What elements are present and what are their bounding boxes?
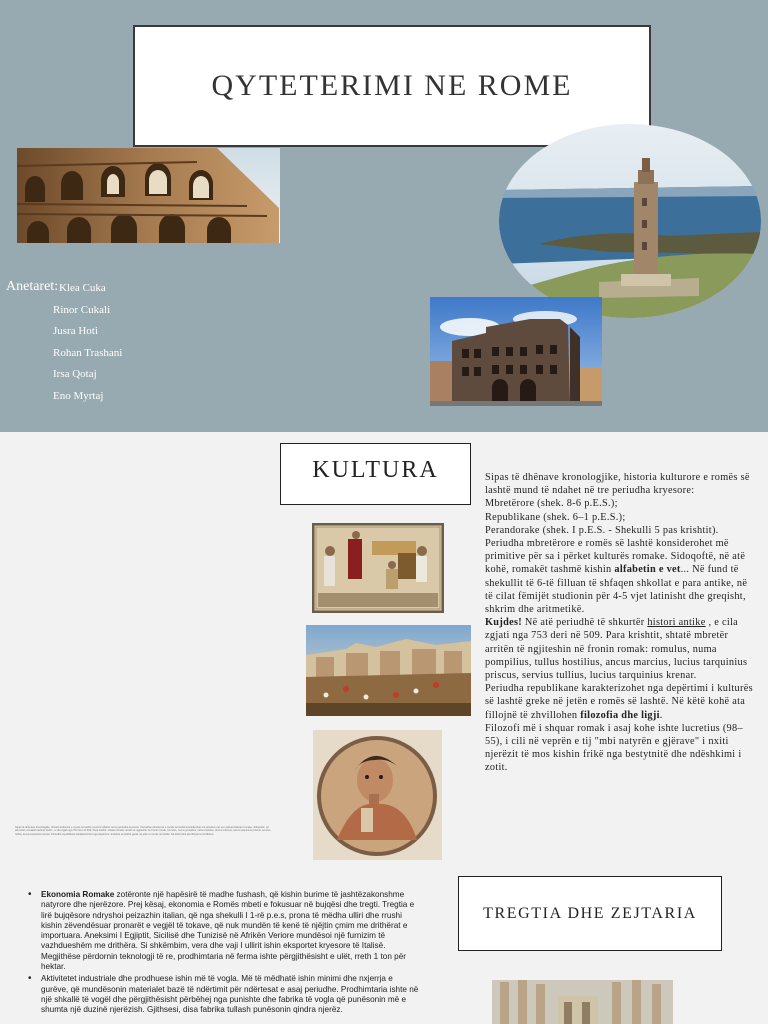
porta-nigra-image xyxy=(430,297,602,406)
kultura-paragraph: Filozofi më i shquar romak i asaj kohe ishte lucretius (98–55), i cili në veprën e tij "mbi natyrën e gjërave" i nxiti njerëzit të mos kishin frikë nga bestytnitë dhe ndëshkimi i zotit. xyxy=(485,722,743,774)
bold-text: filozofia dhe ligji xyxy=(580,709,660,721)
kultura-paragraph: Sipas të dhënave kronologjike, historia kulturore e romës së lashtë mund të ndahet në tre periudha kryesore: xyxy=(485,472,750,497)
tiny-text-line: , e cila zgjati nga 753 deri në 509. Para krishtit, shtatë mbretër arritën të ngjiteshin në fronin romak: romulus, numa pompilius, tullus hostilius, ancus marcius, lucius tarquinius priscus, servius tullius, lucius tarquinius krenar. xyxy=(15,829,271,836)
member-name: Eno Myrtaj xyxy=(53,390,104,402)
economy-list xyxy=(28,890,420,1018)
kultura-paragraph xyxy=(485,616,753,682)
colosseum-image xyxy=(17,148,280,243)
roman-ruins-painting xyxy=(492,980,673,1024)
member-name: Rohan Trashani xyxy=(53,347,123,359)
text-run: . xyxy=(659,709,663,721)
text-run: Periudha mbretërore e romës së lashtë konsiderohet më primitive për sa i përket kulturës romake. Sidoqoftë, në atë kohë, romakët tashmë kishin xyxy=(485,538,746,576)
bold-text: Kujdes! xyxy=(485,617,522,629)
kultura-paragraph: Republikane (shek. 6–1 p.E.S.); xyxy=(485,511,626,523)
list-item: • Aktivitetet industriale dhe prodhuese ishin më të vogla. Më të mëdhatë ishin minimi dhe nxjerrja e gurëve, që mundësonin materialet bazë të ndërtimit për ndërtesat e asaj periudhe. Prodhimtaria ishte në një shkallë të vogël dhe përgjithësisht përbëhej nga punishte dhe fabrika të vogla që punësonin më e shumta një duzinë njerëzish. Gjithsesi, disa fabrika tullash punësonin qindra njerëz. xyxy=(28,974,420,1015)
text-run: ... Në fund të shekullit të 6-të filluan të shfaqen shkollat e para antike, në të cilat fëmijët studionin për 4-5 vjet latinisht dhe greqisht, shkrim dhe aritmetikë. xyxy=(485,564,748,616)
tregtia-title: TREGTIA DHE ZEJTARIA xyxy=(483,904,697,922)
kultura-title: KULTURA xyxy=(312,456,439,483)
bold-text: Ekonomia Romake xyxy=(41,890,115,899)
kultura-paragraph: Mbretërore (shek. 8-6 p.E.S.); xyxy=(485,498,618,510)
text-run: Periudha republikane karakterizohet nga depërtimi i kulturës së lashtë greke në jetën e romës së lashtë. Në këtë kohë ata fillojnë të zhvillohen xyxy=(485,683,753,721)
page-title: QYTETERIMI NE ROME xyxy=(211,69,573,102)
tiny-text-block xyxy=(15,826,273,836)
tregtia-title-box xyxy=(458,876,722,951)
text-run: zotëronte një hapësirë të madhe fushash, që kishin burime të jashtëzakonshme natyrore dhe njerëzore. Prej kësaj, ekonomia e Romës mbeti e fokusuar në bujqësi dhe tregti. Tregtia e lirë bujqësore ndryshoi peizazhin italian, që nga shekulli I 1-rë p.e.s, prona të mëdha ulliri dhe rrushi kishin zëvendësuar pronarët e vegjël të tokave, që nuk mundën të kenë të njëjtin çmim me drithërat e importuara. Aneksimi I Egjiptit, Sicilisë dhe Tunizisë në Afrikën Veriore mundësoi një furnizim të vazhdueshëm me drithëra. Si shkëmbim, vera dhe vaji I ullirit ishin eksportet kryesore të Italisë. Megjithëse përdornin teknologji të re, prodhimtaria në ferma ishte përgjithësisht e ulët, rreth 1 ton për hektar. xyxy=(41,890,415,972)
kultura-paragraph xyxy=(485,682,753,722)
kultura-title-box xyxy=(280,443,471,505)
kultura-paragraph: Perandorake (shek. I p.E.S. - Shekulli 5 pas krishtit). xyxy=(485,524,719,536)
kultura-paragraph xyxy=(485,537,753,616)
member-name: Klea Cuka xyxy=(59,282,106,294)
list-item xyxy=(28,890,420,972)
roman-forum-painting xyxy=(306,625,471,716)
member-name: Jusra Hoti xyxy=(53,325,98,337)
text-run: Në atë periudhë të shkurtër xyxy=(522,617,648,629)
text-run: , e cila zgjati nga 753 deri në 509. Para krishtit, shtatë mbretër arritën të ngjiteshin në fronin romak: romulus, numa pompilius, tullus hostilius, ancus marcius, lucius tarquinius priscus, servius tullius, lucius tarquinius krenar. xyxy=(485,617,748,682)
tiny-text-line: Periudha mbretërore e romës së lashtë konsiderohet më primitive për sa i përket kulturës romake. Sidoqoftë, në atë kohë, romakët tashmë kishin xyxy=(15,826,269,833)
kultura-text xyxy=(485,471,753,775)
title-box xyxy=(133,25,651,147)
members-label: Anetaret: xyxy=(6,279,59,294)
bold-text: alfabetin e vet xyxy=(614,564,681,576)
portrait-fresco xyxy=(313,730,442,860)
tiny-text-line: Sipas të dhënave kronologjike, historia kulturore e romës së lashtë mund të ndahet në tre periudha kryesore: xyxy=(15,826,140,829)
history-link[interactable]: histori antike xyxy=(647,617,706,629)
lighthouse-image xyxy=(499,124,761,318)
roman-school-mosaic xyxy=(312,523,444,613)
title-slide xyxy=(0,0,768,432)
tiny-text-line: Periudha republikane karakterizohet nga depërtimi i kulturës së lashtë greke në jetën e romës së lashtë. Në këtë kohë ata fillojnë të zhvillohen xyxy=(51,832,214,836)
member-name: Irsa Qotaj xyxy=(53,368,97,380)
member-name: Rinor Cukali xyxy=(53,304,111,316)
